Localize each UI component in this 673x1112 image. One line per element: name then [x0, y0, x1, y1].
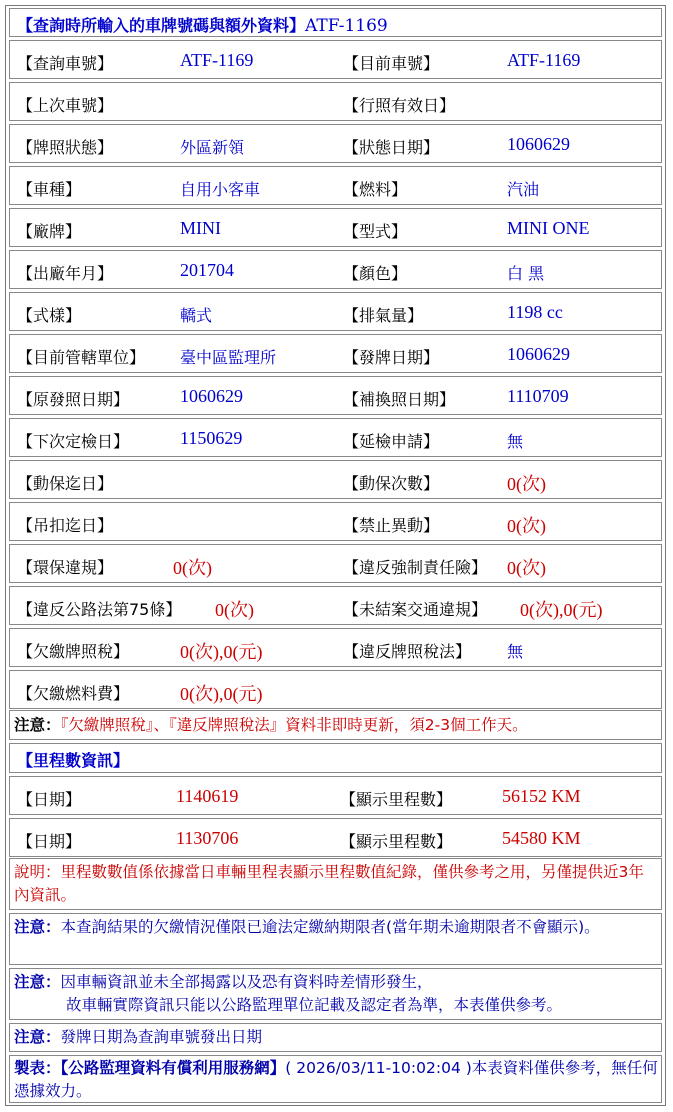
- field-value: ATF-1169: [507, 50, 581, 70]
- field-label: 【違反強制責任險】: [343, 558, 488, 577]
- field-value: 汽油: [507, 180, 540, 199]
- footer-text: 本表資料僅供參考，無任何憑據效力。: [14, 1059, 658, 1100]
- mileage-date-label: 【日期】: [17, 790, 82, 809]
- info-row: [9, 376, 662, 415]
- field-label: 【出廠年月】: [17, 264, 114, 283]
- info-row: [9, 82, 662, 121]
- note-disclosure-line1: 因車輛資訊並未全部揭露以及恐有資料時差情形發生，: [60, 973, 433, 991]
- note-arrears-label: 注意：: [14, 918, 61, 936]
- info-row: [9, 208, 662, 247]
- mileage-date: 1140619: [176, 786, 239, 806]
- field-label: 【排氣量】: [343, 306, 424, 325]
- field-label: 【動保次數】: [343, 474, 440, 493]
- field-value: MINI: [180, 218, 221, 238]
- mileage-km-label: 【顯示里程數】: [340, 790, 453, 809]
- field-value: MINI ONE: [507, 218, 590, 238]
- field-label: 【行照有效日】: [343, 96, 456, 115]
- mileage-row: [9, 776, 662, 815]
- field-label: 【型式】: [343, 222, 408, 241]
- field-value: 0(次): [215, 600, 254, 620]
- field-label: 【原發照日期】: [17, 390, 130, 409]
- tax-note: [9, 710, 662, 740]
- field-value: ATF-1169: [180, 50, 254, 70]
- query-header-plate: ATF-1169: [305, 16, 388, 36]
- field-label: 【欠繳燃料費】: [17, 684, 130, 703]
- field-value: 0(次): [173, 558, 212, 578]
- footer-timestamp: ( 2026/03/11-10:02:04 ): [285, 1059, 472, 1077]
- note-disclosure-label: 注意：: [14, 973, 61, 991]
- mileage-title: 【里程數資訊】: [17, 751, 130, 770]
- note-issue-date: [9, 1023, 662, 1052]
- info-row: [9, 670, 662, 709]
- info-row: [9, 544, 662, 583]
- info-row: [9, 292, 662, 331]
- note-disclosure-line2: 故車輛實際資訊只能以公路監理單位記載及認定者為準，本表僅供參考。: [66, 996, 563, 1014]
- field-label: 【廠牌】: [17, 222, 82, 241]
- info-row: [9, 40, 662, 79]
- field-value: 1060629: [507, 344, 570, 364]
- info-row: [9, 166, 662, 205]
- note-arrears-text: 本查詢結果的欠繳情況僅限已逾法定繳納期限者(當年期未逾期限者不會顯示)。: [60, 918, 600, 936]
- field-value: 0(次): [507, 474, 546, 494]
- field-label: 【查詢車號】: [17, 54, 114, 73]
- mileage-row: [9, 818, 662, 857]
- field-label: 【違反公路法第75條】: [17, 600, 182, 619]
- field-label: 【上次車號】: [17, 96, 114, 115]
- field-label: 【吊扣迄日】: [17, 516, 114, 535]
- field-label: 【動保迄日】: [17, 474, 114, 493]
- field-value: 0(次),0(元): [180, 684, 263, 704]
- field-label: 【牌照狀態】: [17, 138, 114, 157]
- info-row: [9, 124, 662, 163]
- field-value: 自用小客車: [180, 180, 261, 199]
- field-value: 轎式: [180, 306, 213, 325]
- field-value: 0(次): [507, 558, 546, 578]
- info-row: [9, 628, 662, 667]
- footer: [9, 1055, 662, 1103]
- field-label: 【欠繳牌照稅】: [17, 642, 130, 661]
- query-header-title: 【查詢時所輸入的車牌號碼與額外資料】: [17, 16, 306, 35]
- field-label: 【環保違規】: [17, 558, 114, 577]
- field-value: 1110709: [507, 386, 569, 406]
- field-value: 0(次),0(元): [180, 642, 263, 662]
- info-row: [9, 586, 662, 625]
- mileage-km-label: 【顯示里程數】: [340, 832, 453, 851]
- field-label: 【違反牌照稅法】: [343, 642, 472, 661]
- tax-note-label: 注意：: [14, 716, 61, 734]
- field-label: 【顏色】: [343, 264, 408, 283]
- field-value: 201704: [180, 260, 234, 280]
- mileage-date: 1130706: [176, 828, 239, 848]
- field-label: 【燃料】: [343, 180, 408, 199]
- field-value: 外區新領: [180, 138, 245, 157]
- field-label: 【狀態日期】: [343, 138, 440, 157]
- field-label: 【發牌日期】: [343, 348, 440, 367]
- info-row: [9, 502, 662, 541]
- field-label: 【車種】: [17, 180, 82, 199]
- query-header-text: [17, 13, 388, 36]
- field-value: 1198 cc: [507, 302, 563, 322]
- field-value: 無: [507, 432, 524, 451]
- info-row: [9, 250, 662, 289]
- info-row: [9, 460, 662, 499]
- mileage-date-label: 【日期】: [17, 832, 82, 851]
- tax-note-text: 『欠繳牌照稅』、『違反牌照稅法』資料非即時更新，須2-3個工作天。: [60, 716, 528, 734]
- field-value: 臺中區監理所: [180, 348, 277, 367]
- mileage-km: 54580 KM: [502, 828, 581, 848]
- info-row: [9, 334, 662, 373]
- field-label: 【禁止異動】: [343, 516, 440, 535]
- field-label: 【未結案交通違規】: [343, 600, 488, 619]
- info-row: [9, 418, 662, 457]
- field-value: 1060629: [507, 134, 570, 154]
- note-issue-date-label: 注意：: [14, 1028, 61, 1046]
- field-value: 1060629: [180, 386, 243, 406]
- query-header: [9, 8, 662, 37]
- vehicle-info-table: [5, 5, 666, 1106]
- field-label: 【延檢申請】: [343, 432, 440, 451]
- field-value: 無: [507, 642, 524, 661]
- footer-label: 製表：: [14, 1059, 61, 1077]
- field-value: 白 黑: [507, 264, 545, 283]
- field-label: 【下次定檢日】: [17, 432, 130, 451]
- note-disclosure: [9, 968, 662, 1020]
- field-value: 0(次): [507, 516, 546, 536]
- mileage-km: 56152 KM: [502, 786, 581, 806]
- field-value: 1150629: [180, 428, 243, 448]
- note-arrears: [9, 913, 662, 965]
- mileage-note-text: 說明：里程數數值係依據當日車輛里程表顯示里程數值紀錄，僅供參考之用，另僅提供近3年內資訊。: [14, 863, 644, 904]
- field-label: 【補換照日期】: [343, 390, 456, 409]
- field-label: 【目前管轄單位】: [17, 348, 146, 367]
- field-value: 0(次),0(元): [520, 600, 603, 620]
- note-issue-date-text: 發牌日期為查詢車號發出日期: [60, 1028, 263, 1046]
- mileage-header: [9, 743, 662, 773]
- mileage-note: [9, 858, 662, 910]
- footer-source: 【公路監理資料有償利用服務網】: [60, 1059, 286, 1077]
- field-label: 【目前車號】: [343, 54, 440, 73]
- field-label: 【式樣】: [17, 306, 82, 325]
